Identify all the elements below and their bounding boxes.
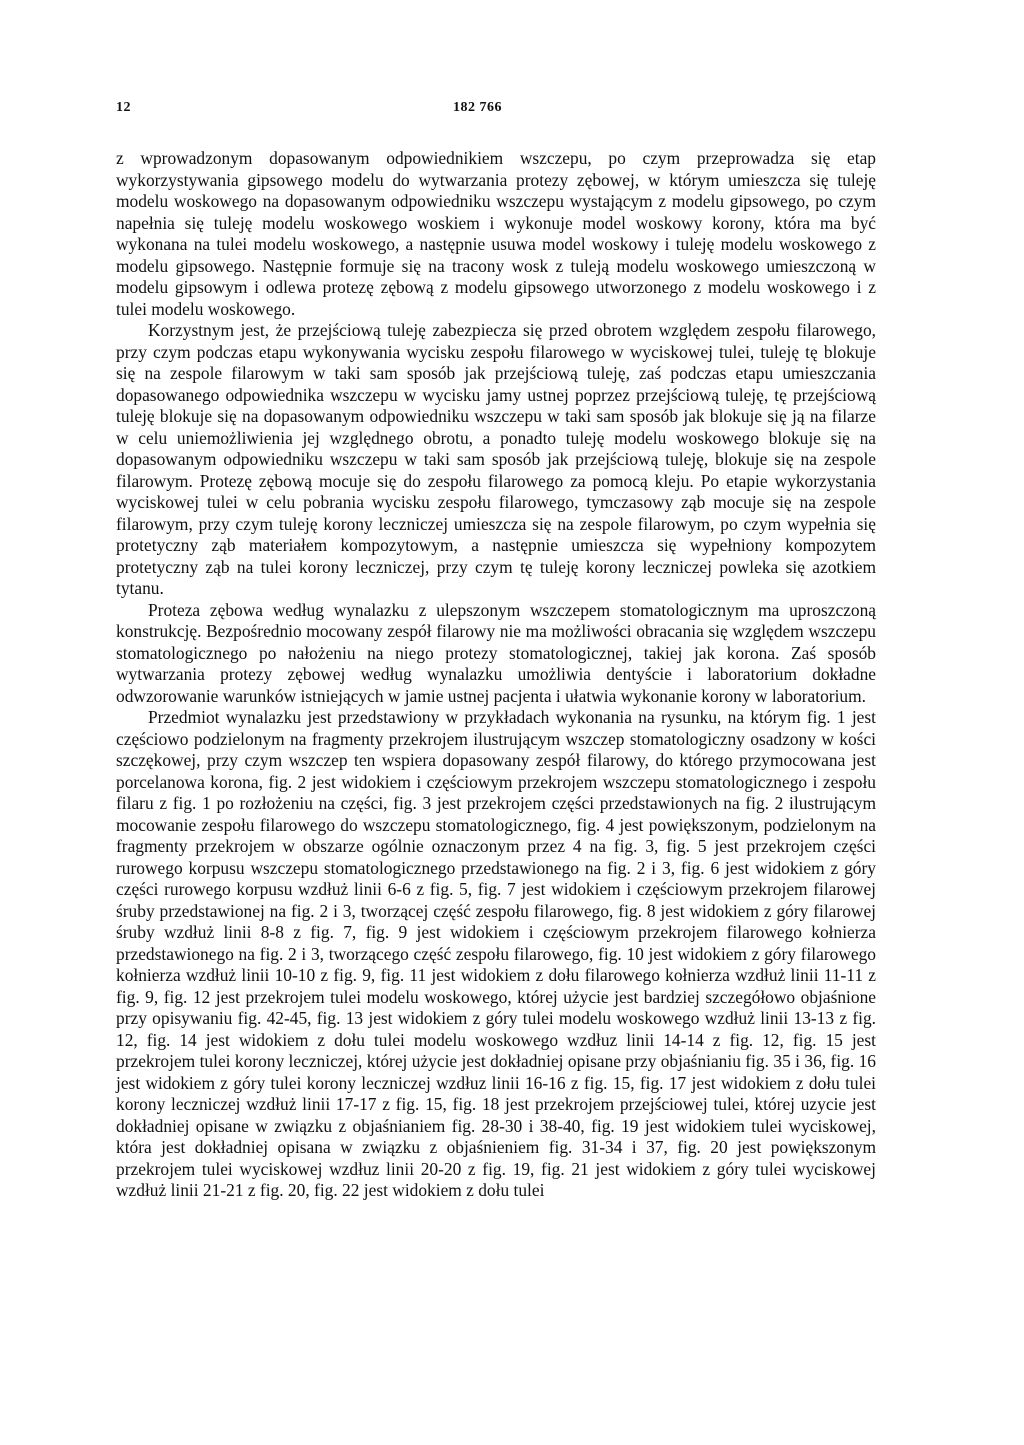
paragraph-summary: Proteza zębowa według wynalazku z ulepszonym wszczepem stomatologicznym ma uproszczoną konstrukcję. Bezpośrednio mocowany zespół filarowy nie ma możliwości obracania się względem wszczepu stomatologicznego po nałożeniu na niego protezy stomatologicznej, takiej jak korona. Zaś sposób wytwarzania protezy zębowej według wynalazku umożliwia dentyście i laboratorium dokładne odwzorowanie warunków istniejących w jamie ustnej pacjenta i ułatwia wykonanie korony w laboratorium. (116, 599, 876, 706)
patent-number: 182 766 (453, 100, 502, 115)
paragraph-advantages: Korzystnym jest, że przejściową tuleję zabezpiecza się przed obrotem względem zespołu filarowego, przy czym podczas etapu wykonywania wycisku zespołu filarowego w wyciskowej tulei, tuleję tę blokuje się na zespole filarowym w taki sam sposób jak przejściową tuleję, zaś podczas etapu umieszczania dopasowanego odpowiednika wszczepu w wycisku jamy ustnej poprzez przejściową tuleję, tę przejściową tuleję blokuje się na dopasowanym odpowiedniku wszczepu w taki sam sposób jak blokuje się ją na filarze w celu uniemożliwienia jej względnego obrotu, a ponadto tuleję modelu woskowego blokuje się na dopasowanym odpowiedniku wszczepu w taki sam sposób jak przejściową tuleję, blokuje się na zespole filarowym. Protezę zębową mocuje się do zespołu filarowego za pomocą kleju. Po etapie wykorzystania wyciskowej tulei w celu pobrania wycisku zespołu filarowego, tymczasowy ząb mocuje się na zespole filarowym, przy czym tuleję korony leczniczej umieszcza się na zespole filarowym, po czym wypełnia się protetyczny ząb materiałem kompozytowym, a następnie umieszcza się wypełniony kompozytem protetyczny ząb na tulei korony leczniczej, przy czym tę tuleję korony leczniczej powleka się azotkiem tytanu. (116, 320, 876, 598)
page-header (116, 100, 876, 120)
page-number: 12 (116, 100, 131, 115)
body-text (116, 148, 876, 1202)
paragraph-continuation: z wprowadzonym dopasowanym odpowiednikiem wszczepu, po czym przeprowadza się etap wykorzystywania gipsowego modelu do wytwarzania protezy zębowej, w którym umieszcza się tuleję modelu woskowego na dopasowanym odpowiedniku wszczepu wystającym z modelu gipsowego, po czym napełnia się tuleję modelu woskowego woskiem i wykonuje model woskowy korony, która ma być wykonana na tulei modelu woskowego, a następnie usuwa model woskowy i tuleję modelu woskowego z modelu gipsowego. Następnie formuje się na tracony wosk z tuleją modelu woskowego umieszczoną w modelu gipsowym i odlewa protezę zębową z modelu gipsowego utworzonego z modelu woskowego i z tulei modelu woskowego. (116, 148, 876, 319)
paragraph-figure-list: Przedmiot wynalazku jest przedstawiony w przykładach wykonania na rysunku, na którym fig. 1 jest częściowo podzielonym na fragmenty przekrojem ilustrującym wszczep stomatologiczny osadzony w kości szczękowej, przy czym wszczep ten wspiera dopasowany zespół filarowy, do którego przymocowana jest porcelanowa korona, fig. 2 jest widokiem i częściowym przekrojem wszczepu stomatologicznego i zespołu filaru z fig. 1 po rozłożeniu na części, fig. 3 jest przekrojem części przedstawionych na fig. 2 ilustrującym mocowanie zespołu filarowego do wszczepu stomatologicznego, fig. 4 jest powiększonym, podzielonym na fragmenty przekrojem w obszarze ogólnie oznaczonym przez 4 na fig. 3, fig. 5 jest przekrojem części rurowego korpusu wszczepu stomatologicznego przedstawionego na fig. 2 i 3, fig. 6 jest widokiem z góry części rurowego korpusu wzdłuż linii 6-6 z fig. 5, fig. 7 jest widokiem i częściowym przekrojem filarowej śruby przedstawionej na fig. 2 i 3, tworzącej część zespołu filarowego, fig. 8 jest widokiem z góry filarowej śruby wzdłuż linii 8-8 z fig. 7, fig. 9 jest widokiem i częściowym przekrojem filarowego kołnierza przedstawionego na fig. 2 i 3, tworzącego część zespołu filarowego, fig. 10 jest widokiem z góry filarowego kołnierza wzdłuż linii 10-10 z fig. 9, fig. 11 jest widokiem z dołu filarowego kołnierza wzdłuż linii 11-11 z fig. 9, fig. 12 jest przekrojem tulei modelu woskowego, której użycie jest bardziej szczegółowo objaśnione przy opisywaniu fig. 42-45, fig. 13 jest widokiem z góry tulei modelu woskowego wzdłuż linii 13-13 z fig. 12, fig. 14 jest widokiem z dołu tulei modelu woskowego wzdłuz linii 14-14 z fig. 12, fig. 15 jest przekrojem tulei korony leczniczej, której użycie jest dokładniej opisane przy objaśnianiu fig. 35 i 36, fig. 16 jest widokiem z góry tulei korony leczniczej wzdłuz linii 16-16 z fig. 15, fig. 17 jest widokiem z dołu tulei korony leczniczej wzdłuż linii 17-17 z fig. 15, fig. 18 jest przekrojem przejściowej tulei, której uzycie jest dokładniej opisane w związku z objaśnianiem fig. 28-30 i 38-40, fig. 19 jest widokiem tulei wyciskowej, która jest dokładniej opisana w związku z objaśnieniem fig. 31-34 i 37, fig. 20 jest powiększonym przekrojem tulei wyciskowej wzdłuz linii 20-20 z fig. 19, fig. 21 jest widokiem z góry tulei wyciskowej wzdłuż linii 21-21 z fig. 20, fig. 22 jest widokiem z dołu tulei (116, 707, 876, 1200)
